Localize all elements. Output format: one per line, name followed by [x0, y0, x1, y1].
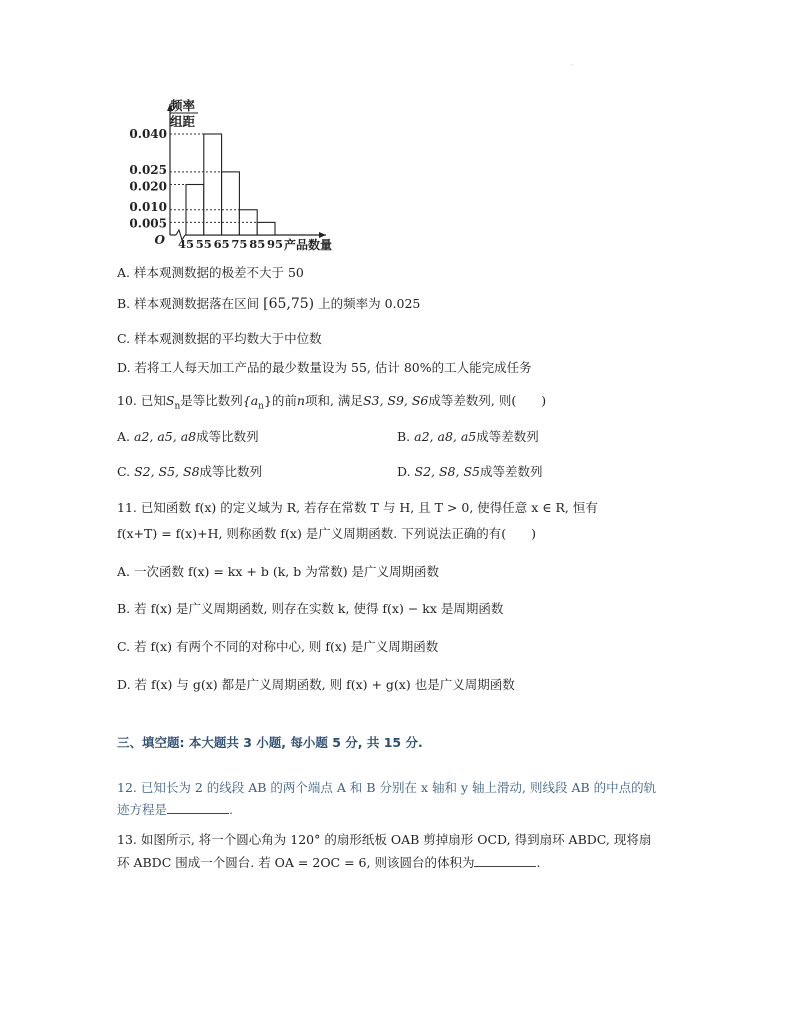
q10-stem-e: S3, S9, S6: [362, 393, 429, 408]
q12-answer-blank[interactable]: [167, 801, 229, 814]
q13-line2-end: .: [536, 855, 541, 870]
q11-stem-line2: f(x+T) = f(x)+H, 则称函数 f(x) 是广义周期函数. 下列说法正确的有( ): [117, 526, 536, 541]
q10-option-b-letter: B.: [397, 429, 415, 444]
q10-option-b: [397, 428, 539, 446]
x-tick-label: 95: [266, 237, 284, 251]
q9-option-b-interval: [65,75): [263, 296, 315, 312]
q13-line2-text: 环 ABDC 围成一个圆台. 若 OA = 2OC = 6, 则该圆台的体积为: [117, 855, 475, 870]
q10-stem-b: 是等比数列: [180, 393, 243, 408]
q9-option-b: [117, 295, 420, 313]
q13-answer-blank[interactable]: [474, 854, 536, 867]
histogram-bar: [222, 172, 240, 235]
q10-option-d-letter: D.: [397, 464, 415, 479]
stray-dot: ·: [571, 62, 573, 69]
y-tick-label: 0.040: [129, 127, 167, 141]
q10-option-a-text: 成等比数列: [196, 429, 259, 444]
q10-option-d: [397, 463, 543, 481]
q10-option-b-expr: a2, a8, a5: [414, 429, 477, 444]
q11-stem-line1: 11. 已知函数 f(x) 的定义域为 R, 若存在常数 T 与 H, 且 T > 0, 使得任意 x ∈ R, 恒有: [117, 500, 598, 515]
q10-option-d-text: 成等差数列: [479, 464, 543, 479]
x-tick-label: 75: [231, 237, 248, 251]
y-tick-label: 0.020: [129, 179, 167, 194]
y-tick-label: 0.010: [129, 199, 167, 214]
q10-option-c: [117, 463, 262, 481]
q10-stem-n: n: [296, 393, 305, 408]
q10-stem-f: 成等差数列, 则( ): [428, 393, 547, 408]
q10-stem-set-sub: n: [258, 401, 264, 412]
q9-option-b-prefix: B. 样本观测数据落在区间: [117, 296, 260, 311]
q10-stem-d: 项和, 满足: [304, 393, 363, 408]
q12-line2-text: 迹方程是: [117, 802, 168, 817]
q11-option-a: A. 一次函数 f(x) = kx + b (k, b 为常数) 是广义周期函数: [117, 564, 440, 579]
x-axis-title: 产品数量: [284, 238, 333, 252]
q10-option-c-expr: S2, S5, S8: [134, 464, 200, 479]
q10-option-b-text: 成等差数列: [476, 429, 539, 444]
q10-stem-a: 10. 已知: [117, 393, 166, 408]
q9-option-b-suffix: 上的频率为 0.025: [318, 296, 421, 311]
y-tick-label: 0.025: [129, 162, 167, 177]
origin-label: O: [154, 233, 165, 247]
q10-option-d-expr: S2, S8, S5: [414, 464, 480, 479]
x-tick-label: 55: [195, 237, 212, 251]
section-3-heading: 三、填空题: 本大题共 3 小题, 每小题 5 分, 共 15 分.: [117, 735, 423, 750]
x-tick-label: 85: [249, 237, 266, 251]
q9-option-a: A. 样本观测数据的极差不大于 50: [117, 265, 304, 280]
q12-line2-end: .: [229, 802, 233, 817]
q10-stem-c: 的前: [271, 393, 297, 408]
q13-line1: 13. 如图所示, 将一个圆心角为 120° 的扇形纸板 OAB 剪掉扇形 OCD, 得到扇环 ABDC, 现将扇: [117, 832, 652, 847]
histogram-bar: [257, 222, 275, 235]
q10-stem-set-end: }: [263, 393, 272, 408]
x-tick-label: 65: [213, 237, 230, 251]
q10-option-a-letter: A.: [117, 429, 134, 444]
q12-line1: 12. 已知长为 2 的线段 AB 的两个端点 A 和 B 分别在 x 轴和 y 轴上滑动, 则线段 AB 的中点的轨: [117, 780, 657, 795]
q9-option-c: C. 样本观测数据的平均数大于中位数: [117, 331, 322, 346]
q9-option-d: D. 若将工人每天加工产品的最少数量设为 55, 估计 80%的工人能完成任务: [117, 360, 532, 375]
y-axis-title-bottom: 组距: [170, 114, 196, 129]
frequency-histogram: [112, 96, 352, 252]
q13-line2: [117, 854, 540, 872]
histogram-bar: [204, 134, 222, 235]
y-tick-label: 0.005: [129, 216, 167, 231]
q10-option-a-expr: a2, a5, a8: [133, 429, 197, 444]
q11-option-c: C. 若 f(x) 有两个不同的对称中心, 则 f(x) 是广义周期函数: [117, 639, 439, 654]
q10-stem: [117, 392, 546, 416]
q10-stem-s: S: [165, 393, 175, 408]
q10-stem-s-sub: n: [174, 401, 181, 412]
q11-option-d: D. 若 f(x) 与 g(x) 都是广义周期函数, 则 f(x) + g(x) 也是广义周期函数: [117, 677, 515, 692]
y-axis-title-top: 频率: [170, 98, 196, 113]
q11-option-b: B. 若 f(x) 是广义周期函数, 则存在实数 k, 使得 f(x) − kx 是周期函数: [117, 601, 504, 616]
x-tick-label: 45: [177, 237, 195, 251]
q10-option-a: [117, 428, 259, 446]
q10-option-c-text: 成等比数列: [199, 464, 263, 479]
q10-option-c-letter: C.: [117, 464, 135, 479]
q12-line2: [117, 801, 233, 819]
q10-stem-set: {a: [242, 393, 259, 408]
